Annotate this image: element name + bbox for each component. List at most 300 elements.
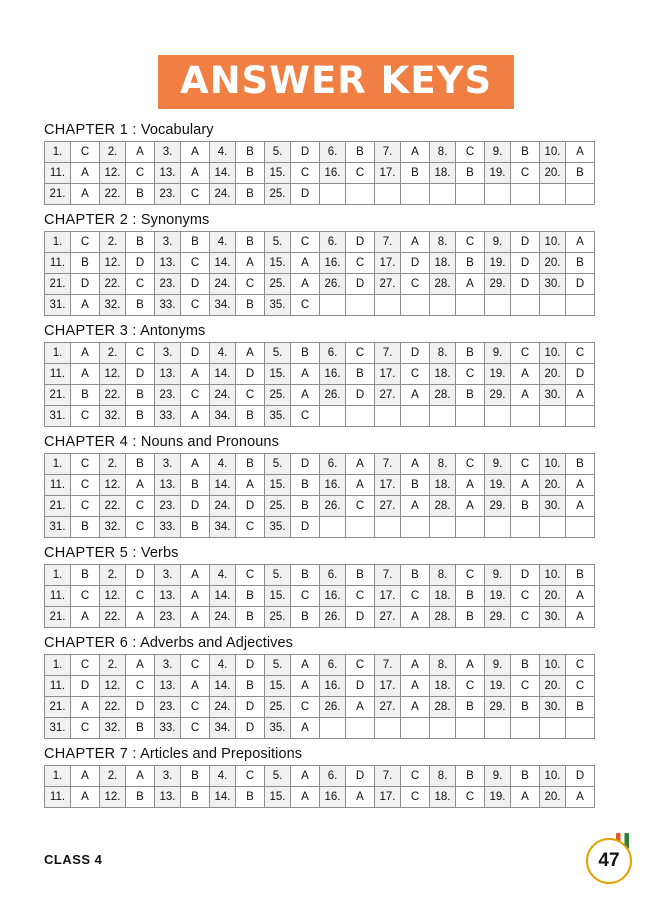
answer-cell: D — [236, 655, 265, 676]
question-number: 18. — [430, 787, 456, 808]
question-number: 24. — [210, 385, 236, 406]
answer-cell: D — [511, 253, 540, 274]
answer-cell: C — [511, 343, 540, 364]
question-number: 10. — [540, 655, 566, 676]
question-number: 34. — [210, 718, 236, 739]
answer-cell: D — [401, 343, 430, 364]
answer-cell: D — [346, 232, 375, 253]
answer-cell: A — [401, 142, 430, 163]
question-number: 25. — [265, 184, 291, 205]
question-number: 10. — [540, 565, 566, 586]
answer-cell: A — [346, 697, 375, 718]
question-number: 12. — [100, 364, 126, 385]
answer-cell: D — [511, 274, 540, 295]
question-number: 1. — [45, 454, 71, 475]
question-number: 5. — [265, 766, 291, 787]
question-number: 6. — [320, 655, 346, 676]
empty-cell — [566, 406, 595, 427]
question-number: 4. — [210, 232, 236, 253]
question-number: 15. — [265, 676, 291, 697]
question-number: 2. — [100, 343, 126, 364]
answer-cell: C — [71, 655, 100, 676]
chapter-name: Verbs — [136, 545, 179, 561]
table-row — [45, 475, 595, 496]
answer-cell: A — [236, 343, 265, 364]
question-number: 24. — [210, 184, 236, 205]
answer-cell: B — [291, 565, 320, 586]
answer-cell: C — [236, 517, 265, 538]
question-number: 26. — [320, 385, 346, 406]
question-number: 1. — [45, 766, 71, 787]
table-row — [45, 718, 595, 739]
question-number: 1. — [45, 565, 71, 586]
answer-cell: A — [456, 655, 485, 676]
question-number: 17. — [375, 253, 401, 274]
question-number: 22. — [100, 274, 126, 295]
answer-cell: B — [456, 253, 485, 274]
question-number: 14. — [210, 253, 236, 274]
answer-cell: A — [126, 475, 155, 496]
chapter-heading — [44, 212, 628, 228]
question-number: 9. — [485, 142, 511, 163]
table-row — [45, 295, 595, 316]
question-number: 8. — [430, 142, 456, 163]
answer-cell: C — [401, 364, 430, 385]
question-number: 22. — [100, 385, 126, 406]
empty-cell — [375, 295, 401, 316]
question-number: 9. — [485, 565, 511, 586]
question-number: 10. — [540, 232, 566, 253]
question-number: 29. — [485, 274, 511, 295]
answer-cell: D — [346, 385, 375, 406]
answer-cell: B — [456, 586, 485, 607]
question-number: 6. — [320, 766, 346, 787]
question-number: 3. — [155, 142, 181, 163]
question-number: 3. — [155, 343, 181, 364]
question-number: 10. — [540, 142, 566, 163]
question-number: 18. — [430, 676, 456, 697]
answer-cell: D — [181, 343, 210, 364]
question-number: 9. — [485, 655, 511, 676]
question-number: 5. — [265, 343, 291, 364]
answer-cell: C — [456, 565, 485, 586]
answer-cell: B — [566, 253, 595, 274]
chapter-name: Articles and Prepositions — [136, 746, 303, 762]
question-number: 20. — [540, 163, 566, 184]
chapter-name: Vocabulary — [136, 122, 214, 138]
question-number: 27. — [375, 496, 401, 517]
answer-cell: A — [181, 586, 210, 607]
answer-cell: B — [181, 517, 210, 538]
question-number: 10. — [540, 766, 566, 787]
answer-cell: D — [126, 364, 155, 385]
question-number: 9. — [485, 232, 511, 253]
answer-cell: C — [346, 163, 375, 184]
answer-cell: B — [71, 385, 100, 406]
answer-cell: C — [71, 718, 100, 739]
empty-cell — [511, 517, 540, 538]
question-number: 26. — [320, 496, 346, 517]
empty-cell — [511, 184, 540, 205]
question-number: 3. — [155, 454, 181, 475]
question-number: 30. — [540, 385, 566, 406]
question-number: 17. — [375, 787, 401, 808]
answer-cell: A — [401, 655, 430, 676]
question-number: 2. — [100, 766, 126, 787]
question-number: 7. — [375, 454, 401, 475]
answer-cell: A — [566, 475, 595, 496]
question-number: 5. — [265, 565, 291, 586]
question-number: 13. — [155, 253, 181, 274]
answer-cell: D — [236, 364, 265, 385]
question-number: 15. — [265, 253, 291, 274]
chapter-heading — [44, 635, 628, 651]
page-title-container — [0, 0, 672, 109]
question-number: 20. — [540, 586, 566, 607]
answer-cell: B — [511, 655, 540, 676]
question-number: 28. — [430, 274, 456, 295]
question-number: 13. — [155, 364, 181, 385]
answer-cell: A — [401, 697, 430, 718]
question-number: 32. — [100, 295, 126, 316]
question-number: 20. — [540, 253, 566, 274]
empty-cell — [430, 406, 456, 427]
answer-cell: D — [71, 274, 100, 295]
answer-cell: C — [71, 406, 100, 427]
chapter-number-label: CHAPTER 2 : — [44, 212, 137, 228]
question-number: 8. — [430, 232, 456, 253]
table-row — [45, 655, 595, 676]
answer-cell: A — [71, 787, 100, 808]
answer-cell: A — [291, 364, 320, 385]
answer-cell: A — [71, 163, 100, 184]
answer-table — [44, 654, 595, 739]
answer-cell: C — [346, 343, 375, 364]
question-number: 13. — [155, 586, 181, 607]
answer-cell: A — [71, 697, 100, 718]
answer-cell: B — [126, 718, 155, 739]
answer-cell: C — [511, 607, 540, 628]
question-number: 35. — [265, 295, 291, 316]
empty-cell — [540, 718, 566, 739]
question-number: 21. — [45, 496, 71, 517]
answer-cell: A — [566, 586, 595, 607]
question-number: 4. — [210, 343, 236, 364]
answer-cell: D — [236, 718, 265, 739]
question-number: 5. — [265, 655, 291, 676]
answer-cell: C — [456, 676, 485, 697]
question-number: 30. — [540, 274, 566, 295]
question-number: 4. — [210, 766, 236, 787]
table-row — [45, 787, 595, 808]
answer-cell: C — [236, 274, 265, 295]
question-number: 22. — [100, 496, 126, 517]
question-number: 27. — [375, 274, 401, 295]
answer-cell: A — [346, 454, 375, 475]
question-number: 18. — [430, 163, 456, 184]
question-number: 34. — [210, 406, 236, 427]
question-number: 28. — [430, 607, 456, 628]
question-number: 21. — [45, 274, 71, 295]
answer-cell: A — [181, 364, 210, 385]
question-number: 29. — [485, 496, 511, 517]
question-number: 21. — [45, 697, 71, 718]
question-number: 25. — [265, 607, 291, 628]
answer-cell: B — [126, 184, 155, 205]
empty-cell — [511, 406, 540, 427]
answer-cell: A — [401, 385, 430, 406]
answer-cell: D — [401, 253, 430, 274]
question-number: 21. — [45, 184, 71, 205]
question-number: 2. — [100, 565, 126, 586]
answer-cell: D — [236, 496, 265, 517]
answer-cell: A — [181, 565, 210, 586]
question-number: 11. — [45, 676, 71, 697]
answer-cell: B — [236, 406, 265, 427]
question-number: 12. — [100, 475, 126, 496]
answer-cell: B — [236, 607, 265, 628]
question-number: 7. — [375, 142, 401, 163]
empty-cell — [566, 184, 595, 205]
empty-cell — [346, 517, 375, 538]
table-row — [45, 586, 595, 607]
answer-cell: A — [291, 718, 320, 739]
answer-table — [44, 342, 595, 427]
question-number: 25. — [265, 496, 291, 517]
question-number: 19. — [485, 475, 511, 496]
answer-cell: B — [126, 385, 155, 406]
question-number: 33. — [155, 718, 181, 739]
question-number: 19. — [485, 253, 511, 274]
question-number: 15. — [265, 475, 291, 496]
answer-cell: C — [181, 295, 210, 316]
answer-cell: C — [566, 655, 595, 676]
answer-cell: A — [126, 607, 155, 628]
answer-cell: B — [291, 343, 320, 364]
answer-cell: D — [511, 232, 540, 253]
question-number: 32. — [100, 718, 126, 739]
answer-cell: B — [71, 565, 100, 586]
question-number: 7. — [375, 232, 401, 253]
empty-cell — [375, 718, 401, 739]
answer-cell: A — [566, 607, 595, 628]
question-number: 1. — [45, 142, 71, 163]
question-number: 23. — [155, 274, 181, 295]
empty-cell — [456, 718, 485, 739]
answer-cell: D — [181, 496, 210, 517]
answer-cell: C — [181, 718, 210, 739]
question-number: 5. — [265, 454, 291, 475]
question-number: 11. — [45, 253, 71, 274]
answer-cell: C — [126, 274, 155, 295]
question-number: 14. — [210, 787, 236, 808]
answer-cell: B — [181, 232, 210, 253]
answer-cell: B — [401, 565, 430, 586]
answer-cell: C — [346, 655, 375, 676]
table-row — [45, 607, 595, 628]
answer-cell: D — [291, 142, 320, 163]
question-number: 19. — [485, 364, 511, 385]
question-number: 33. — [155, 406, 181, 427]
answer-cell: B — [291, 607, 320, 628]
chapter-name: Nouns and Pronouns — [136, 434, 279, 450]
table-row — [45, 676, 595, 697]
question-number: 18. — [430, 586, 456, 607]
answer-cell: B — [126, 454, 155, 475]
answer-cell: A — [291, 655, 320, 676]
answer-cell: C — [291, 295, 320, 316]
empty-cell — [540, 295, 566, 316]
answer-cell: B — [566, 163, 595, 184]
answer-cell: A — [181, 454, 210, 475]
question-number: 28. — [430, 697, 456, 718]
answer-cell: C — [71, 454, 100, 475]
answer-table — [44, 765, 595, 808]
answer-cell: C — [456, 787, 485, 808]
answer-cell: C — [71, 496, 100, 517]
empty-cell — [566, 517, 595, 538]
answer-cell: C — [456, 364, 485, 385]
empty-cell — [401, 517, 430, 538]
question-number: 6. — [320, 343, 346, 364]
question-number: 17. — [375, 163, 401, 184]
question-number: 18. — [430, 475, 456, 496]
chapter-number-label: CHAPTER 4 : — [44, 434, 137, 450]
empty-cell — [540, 517, 566, 538]
answer-cell: A — [566, 496, 595, 517]
answer-cell: A — [456, 496, 485, 517]
question-number: 17. — [375, 586, 401, 607]
answer-cell: B — [236, 142, 265, 163]
answer-cell: C — [291, 406, 320, 427]
empty-cell — [485, 406, 511, 427]
question-number: 20. — [540, 787, 566, 808]
question-number: 26. — [320, 274, 346, 295]
empty-cell — [430, 517, 456, 538]
question-number: 15. — [265, 163, 291, 184]
empty-cell — [375, 406, 401, 427]
answer-cell: A — [71, 295, 100, 316]
question-number: 27. — [375, 385, 401, 406]
answer-cell: C — [291, 163, 320, 184]
answer-cell: C — [346, 496, 375, 517]
answer-cell: C — [566, 676, 595, 697]
answer-cell: A — [566, 385, 595, 406]
question-number: 1. — [45, 232, 71, 253]
answer-cell: C — [511, 676, 540, 697]
empty-cell — [430, 295, 456, 316]
question-number: 26. — [320, 607, 346, 628]
answer-cell: A — [181, 676, 210, 697]
question-number: 16. — [320, 163, 346, 184]
question-number: 33. — [155, 295, 181, 316]
question-number: 29. — [485, 697, 511, 718]
answer-cell: B — [181, 475, 210, 496]
question-number: 7. — [375, 655, 401, 676]
question-number: 13. — [155, 787, 181, 808]
answer-cell: C — [401, 586, 430, 607]
question-number: 8. — [430, 454, 456, 475]
answer-cell: B — [566, 565, 595, 586]
question-number: 13. — [155, 475, 181, 496]
answer-table — [44, 564, 595, 628]
answer-cell: A — [126, 766, 155, 787]
answer-cell: A — [71, 343, 100, 364]
answer-cell: C — [236, 385, 265, 406]
question-number: 7. — [375, 565, 401, 586]
empty-cell — [346, 406, 375, 427]
question-number: 16. — [320, 475, 346, 496]
question-number: 31. — [45, 295, 71, 316]
question-number: 16. — [320, 676, 346, 697]
answer-cell: B — [566, 454, 595, 475]
answer-cell: A — [401, 232, 430, 253]
page-number: 47 — [586, 838, 632, 884]
question-number: 22. — [100, 607, 126, 628]
answer-cell: A — [181, 406, 210, 427]
answer-cell: A — [456, 274, 485, 295]
question-number: 12. — [100, 163, 126, 184]
chapter-number-label: CHAPTER 7 : — [44, 746, 137, 762]
question-number: 29. — [485, 385, 511, 406]
answer-cell: C — [511, 586, 540, 607]
question-number: 4. — [210, 565, 236, 586]
answer-cell: A — [511, 787, 540, 808]
answer-cell: B — [511, 142, 540, 163]
answer-cell: A — [71, 607, 100, 628]
answer-cell: C — [181, 697, 210, 718]
answer-cell: C — [456, 232, 485, 253]
question-number: 14. — [210, 163, 236, 184]
answer-cell: B — [236, 232, 265, 253]
answer-cell: A — [346, 475, 375, 496]
empty-cell — [456, 184, 485, 205]
question-number: 15. — [265, 586, 291, 607]
question-number: 12. — [100, 586, 126, 607]
table-row — [45, 232, 595, 253]
table-row — [45, 364, 595, 385]
question-number: 29. — [485, 607, 511, 628]
answer-cell: A — [401, 454, 430, 475]
answer-cell: A — [511, 385, 540, 406]
answer-cell: C — [126, 163, 155, 184]
answer-cell: D — [236, 697, 265, 718]
question-number: 23. — [155, 607, 181, 628]
question-number: 19. — [485, 787, 511, 808]
page-number-badge — [586, 838, 632, 884]
chapter-name: Synonyms — [136, 212, 210, 228]
answer-cell: B — [291, 496, 320, 517]
answer-cell: D — [566, 364, 595, 385]
table-row — [45, 697, 595, 718]
question-number: 5. — [265, 232, 291, 253]
question-number: 2. — [100, 454, 126, 475]
question-number: 8. — [430, 343, 456, 364]
empty-cell — [540, 184, 566, 205]
answer-cell: B — [456, 385, 485, 406]
answer-cell: C — [126, 676, 155, 697]
empty-cell — [401, 184, 430, 205]
answer-cell: C — [181, 253, 210, 274]
table-row — [45, 163, 595, 184]
question-number: 32. — [100, 406, 126, 427]
answer-table — [44, 231, 595, 316]
answer-cell: C — [71, 475, 100, 496]
answer-cell: B — [71, 253, 100, 274]
empty-cell — [485, 718, 511, 739]
question-number: 34. — [210, 517, 236, 538]
answer-cell: A — [236, 253, 265, 274]
